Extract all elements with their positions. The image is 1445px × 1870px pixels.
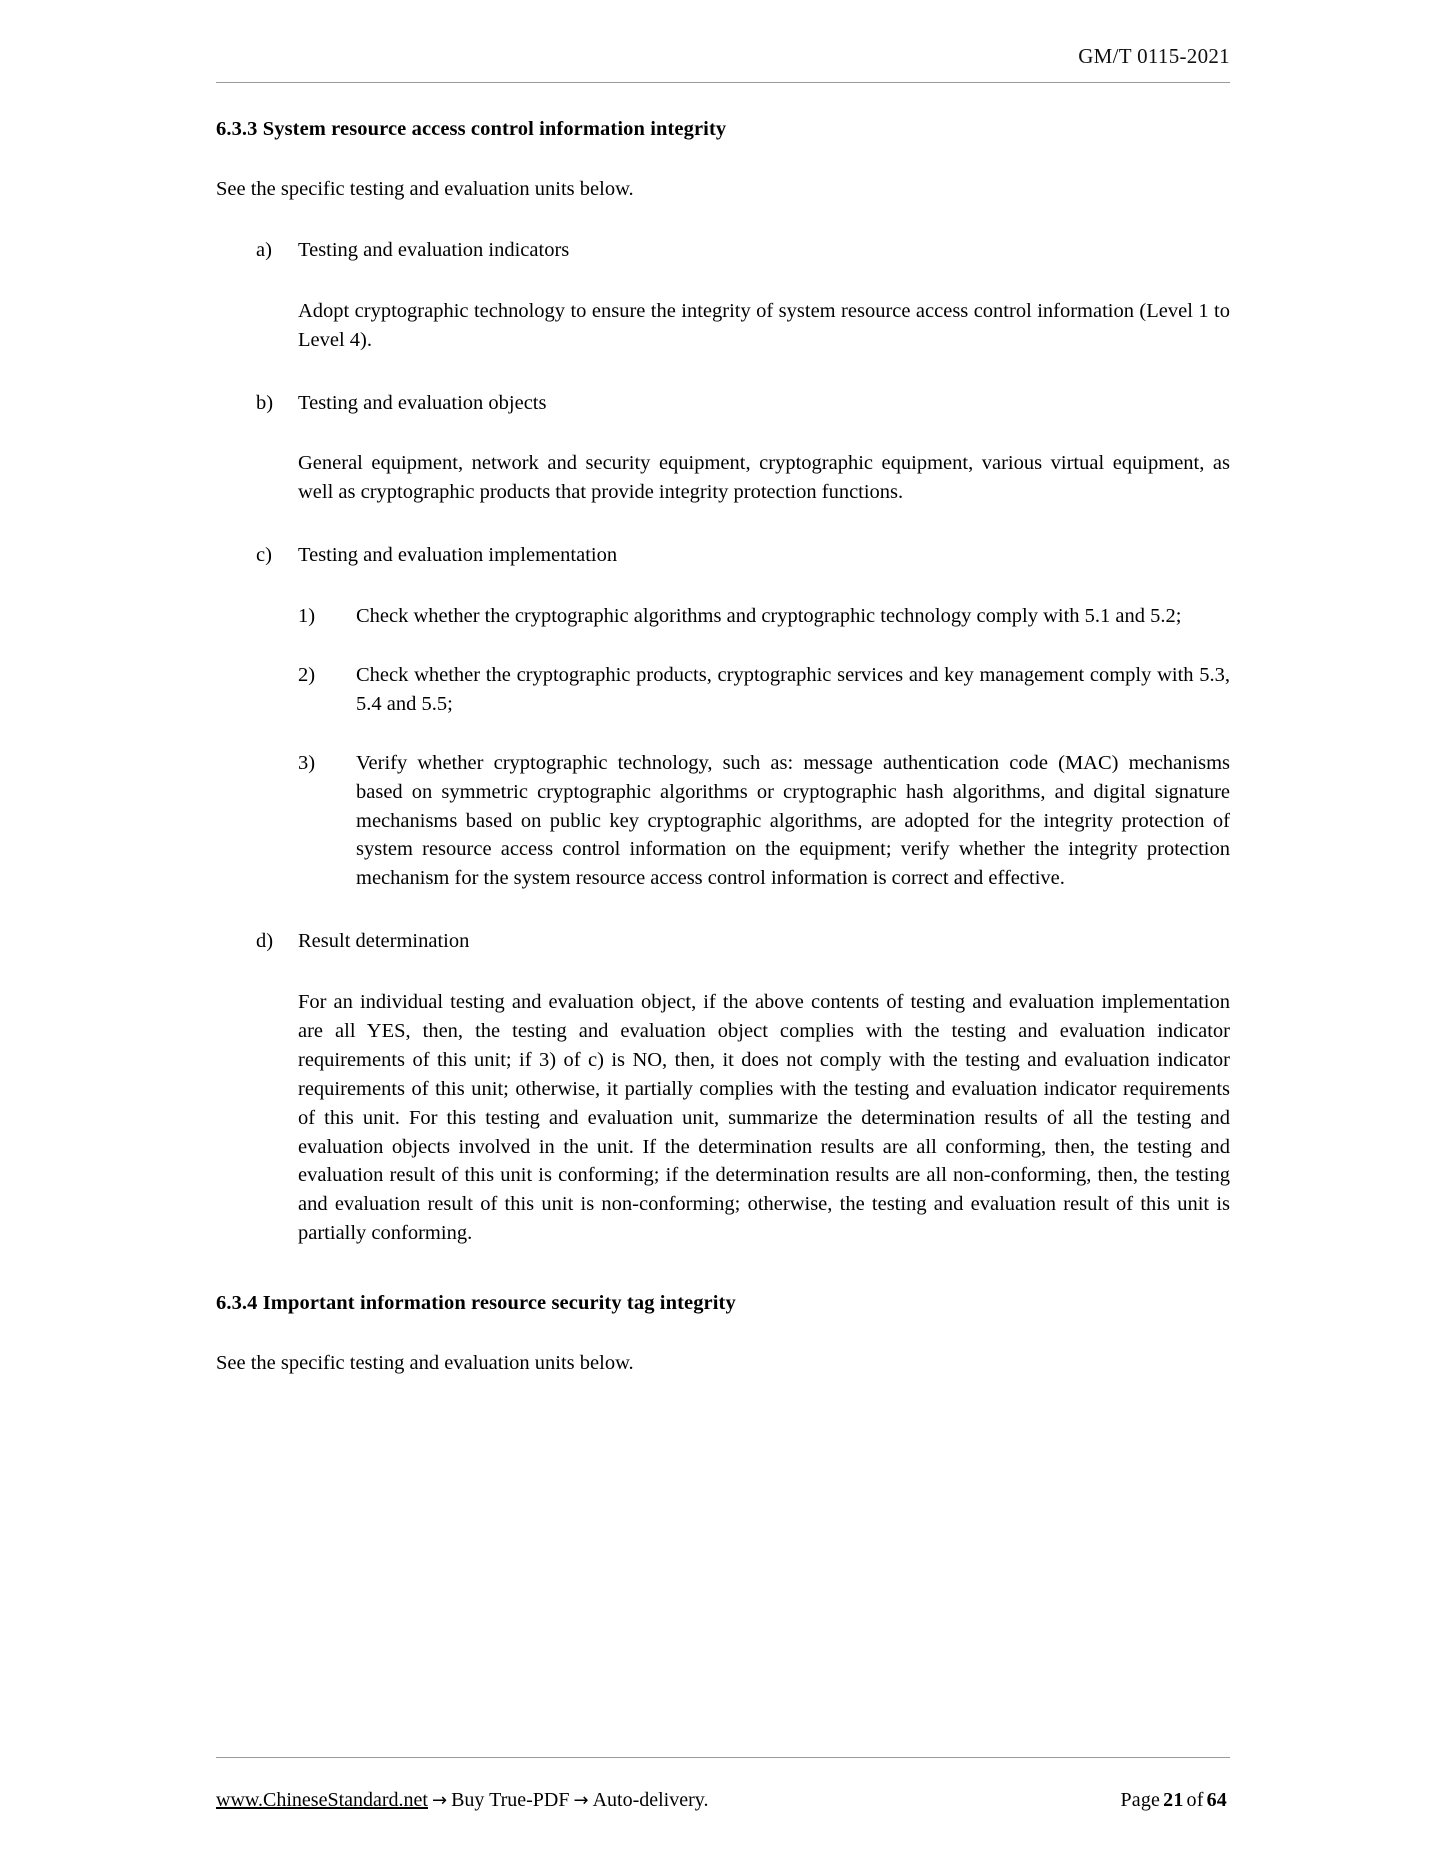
footer-delivery-text: Auto-delivery. [592, 1789, 709, 1811]
list-item-a [216, 236, 1230, 355]
page-label: Page [1120, 1789, 1161, 1811]
list-item-c1-text: Check whether the cryptographic algorithms and cryptographic technology comply with 5.1 and 5.2; [356, 605, 1182, 628]
numbered-list [298, 602, 1230, 893]
page-of-label: of [1186, 1789, 1204, 1811]
section-intro-634: See the specific testing and evaluation units below. [216, 1352, 634, 1375]
page-number: 21 [1163, 1789, 1184, 1811]
list-item-d-body: For an individual testing and evaluation object, if the above contents of testing and evaluation implementation are all YES, then, the testing and evaluation object complies with the testing and evaluation indicator requirements of this unit; if 3) of c) is NO, then, it does not comply with the testing and evaluation indicator requirements of this unit; otherwise, it partially complies with the testing and evaluation indicator requirements of this unit. For this testing and evaluation unit, summarize the determination results of all the testing and evaluation objects involved in the unit. If the determination results are all conforming, then, the testing and evaluation result of this unit is conforming; if the determination results are all non-conforming, then, the testing and evaluation result of this unit is non-conforming; otherwise, the testing and evaluation result of this unit is partially conforming. [298, 991, 1230, 1245]
page-number-block [1120, 1789, 1230, 1812]
list-item-c1 [298, 602, 1230, 631]
footer-divider [216, 1757, 1230, 1758]
list-marker-c2: 2) [298, 664, 316, 687]
header-divider [216, 82, 1230, 83]
footer-site-link[interactable]: www.ChineseStandard.net [216, 1789, 428, 1811]
list-item-d-title: Result determination [298, 930, 470, 953]
section-intro-633: See the specific testing and evaluation units below. [216, 178, 634, 200]
list-item-c2 [298, 661, 1230, 719]
list-item-c3-text: Verify whether cryptographic technology, such as: message authentication code (MAC) mechanisms based on symmetric cryptographic algorithms or cryptographic hash algorithms, and digital signature mechanisms based on public key cryptographic algorithms, are adopted for the integrity protection of system resource access control information on the equipment; verify whether the integrity protection mechanism for the system resource access control information is correct and effective. [356, 751, 1230, 890]
footer-promo [216, 1789, 708, 1812]
list-marker-d: d) [256, 930, 274, 953]
list-item-b-body: General equipment, network and security equipment, cryptographic equipment, various virtual equipment, as well as cryptographic products that provide integrity protection functions. [298, 452, 1230, 504]
arrow-right-icon-2: → [573, 1790, 589, 1811]
lettered-list [216, 236, 1230, 1248]
list-item-c3 [298, 749, 1230, 893]
standard-code: GM/T 0115-2021 [1078, 44, 1230, 68]
list-marker-c1: 1) [298, 605, 316, 628]
list-marker-b: b) [256, 391, 274, 414]
list-item-d [216, 927, 1230, 1248]
list-item-b [216, 389, 1230, 508]
list-item-b-title: Testing and evaluation objects [298, 391, 547, 414]
section-heading-634: 6.3.4 Important information resource security tag integrity [216, 1292, 736, 1315]
page-footer [216, 1789, 1230, 1812]
arrow-right-icon: → [432, 1790, 448, 1811]
list-item-c [216, 541, 1230, 893]
section-heading-633: 6.3.3 System resource access control information integrity [216, 118, 727, 140]
footer-buy-text: Buy True-PDF [451, 1789, 570, 1811]
list-item-c2-text: Check whether the cryptographic products, cryptographic services and key management comply with 5.3, 5.4 and 5.5; [356, 664, 1230, 715]
page-header [215, 44, 1230, 69]
list-item-a-title: Testing and evaluation indicators [298, 238, 570, 261]
list-marker-a: a) [256, 238, 272, 261]
list-marker-c: c) [256, 544, 272, 567]
list-item-c-title: Testing and evaluation implementation [298, 544, 618, 567]
list-item-a-body: Adopt cryptographic technology to ensure the integrity of system resource access control information (Level 1 to Level 4). [298, 299, 1230, 351]
list-marker-c3: 3) [298, 751, 316, 774]
page-total: 64 [1206, 1789, 1227, 1811]
page-content [216, 118, 1230, 1378]
